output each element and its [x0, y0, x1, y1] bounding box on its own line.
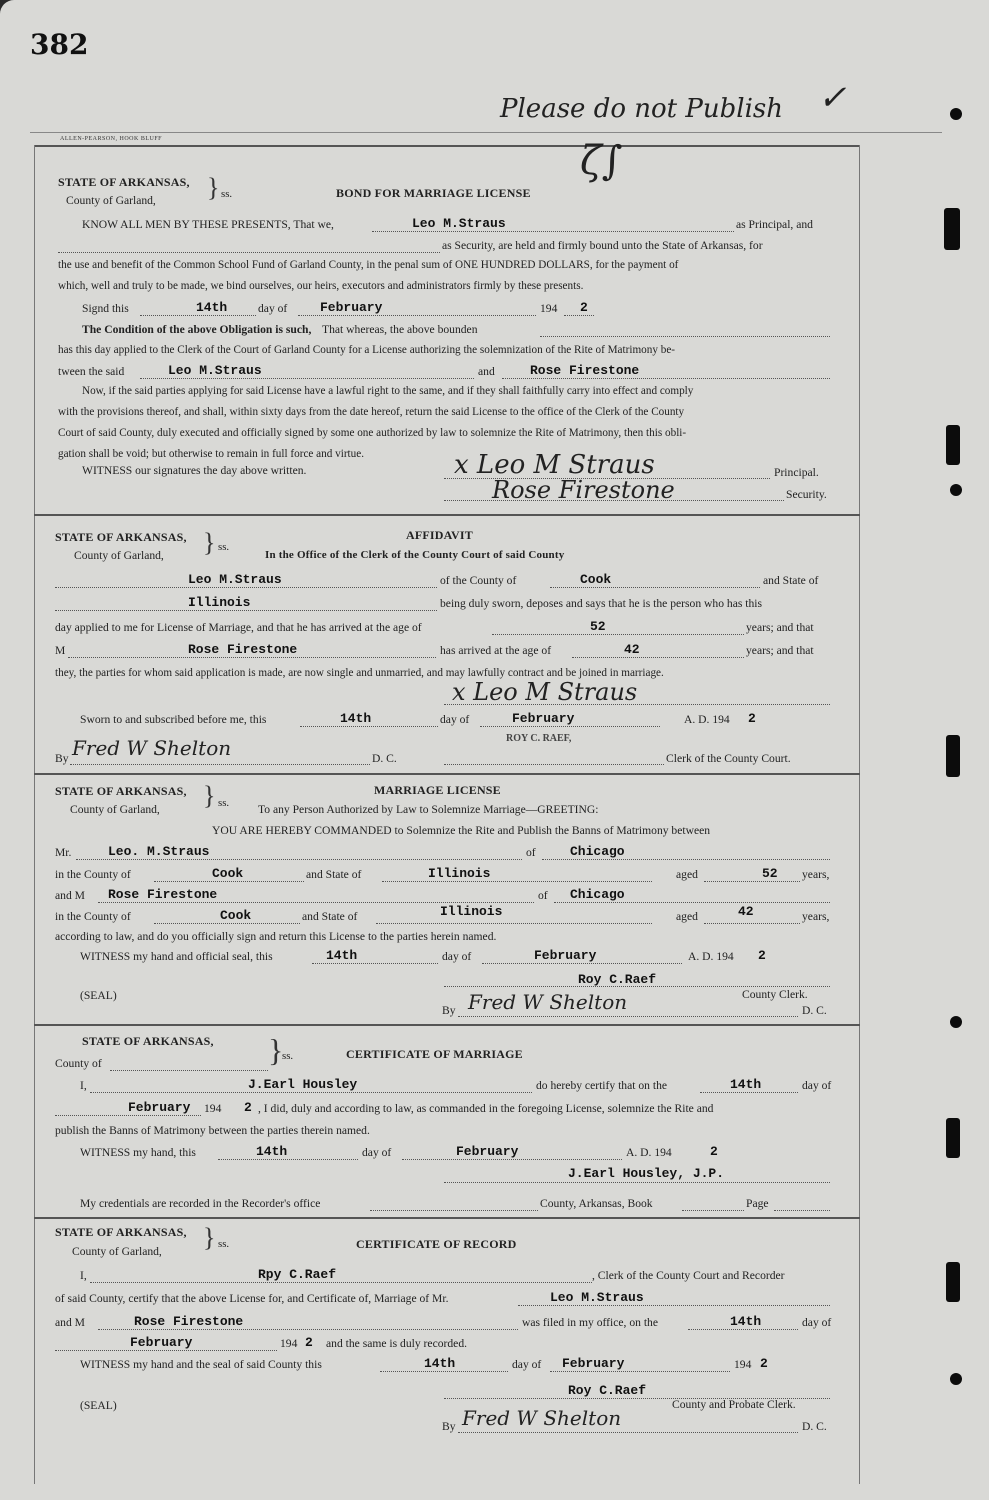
lic-of-2: of [538, 889, 548, 902]
aff-name: Leo M.Straus [188, 572, 282, 587]
rec-clerk-name: Roy C.Raef [568, 1383, 647, 1398]
bond-witness: WITNESS our signatures the day above written. [82, 464, 307, 477]
bond-line4: which, well and truly to be made, we bind ourselves, our heirs, executors and administrators firmly by these presents. [58, 280, 584, 292]
lic-bride-age: 42 [738, 904, 754, 919]
aff-age2: 42 [624, 642, 640, 657]
aff-age1: 52 [590, 619, 606, 634]
rec-ss: ss. [218, 1238, 230, 1250]
lic-bride: Rose Firestone [108, 887, 218, 902]
lic-day-of: day of [442, 950, 472, 963]
binder-hole [946, 735, 960, 777]
lic-county: County of Garland, [70, 803, 160, 816]
lic-ad: A. D. 194 [688, 950, 734, 963]
lic-groom-age: 52 [762, 866, 778, 881]
cert-signature: J.Earl Housley, J.P. [568, 1166, 725, 1181]
cert-year: 2 [244, 1100, 252, 1115]
rec-probate: County and Probate Clerk. [672, 1398, 796, 1411]
lic-county-clerk: County Clerk. [742, 988, 808, 1001]
cert-month: February [128, 1100, 191, 1115]
lic-title: MARRIAGE LICENSE [374, 783, 501, 797]
lic-groom-city: Chicago [570, 844, 625, 859]
rec-clerk-tail: , Clerk of the County Court and Recorder [592, 1269, 785, 1282]
binder-hole [946, 1262, 960, 1302]
binder-hole [946, 425, 960, 465]
binder-dot [950, 1373, 962, 1385]
aff-month: February [512, 711, 575, 726]
lic-aged-2: aged [676, 910, 698, 923]
bond-line2: as Security, are held and firmly bound unto the State of Arkansas, for [442, 239, 763, 252]
rec-and-m: and M [55, 1316, 85, 1329]
bond-line8: Now, if the said parties applying for said License have a lawful right to the same, and if they shall faithfully carry into effect and comply [82, 385, 694, 397]
cert-year-2: 2 [710, 1144, 718, 1159]
rec-county: County of Garland, [72, 1245, 162, 1258]
binder-dot [950, 1016, 962, 1028]
bond-day: 14th [196, 300, 228, 315]
aff-years-that: years; and that [746, 621, 814, 634]
bond-day-of: day of [258, 302, 288, 315]
publish-note: Please do not Publish [500, 94, 783, 124]
bond-state: STATE OF ARKANSAS, [58, 175, 190, 189]
cert-day-2: 14th [256, 1144, 288, 1159]
bond-principal-name: Leo M.Straus [412, 216, 506, 231]
rec-month: February [130, 1335, 193, 1350]
aff-brace: } [203, 528, 216, 557]
cert-line2: , I did, duly and according to law, as commanded in the foregoing License, solemnize the Rite and [258, 1102, 714, 1115]
aff-and-state: and State of [763, 574, 819, 587]
rec-state: STATE OF ARKANSAS, [55, 1225, 187, 1239]
aff-by: By [55, 752, 69, 765]
lic-groom-county: Cook [212, 866, 244, 881]
bond-sig-principal: x Leo M Straus [454, 450, 655, 480]
bond-county: County of Garland, [66, 194, 156, 207]
rec-brace: } [203, 1223, 216, 1252]
lic-by-signature: Fred W Shelton [468, 990, 628, 1014]
rec-seal: (SEAL) [80, 1399, 117, 1412]
aff-of-county: of the County of [440, 574, 517, 587]
cert-credentials: My credentials are recorded in the Recorder's office [80, 1197, 321, 1210]
aff-clerk-label: Clerk of the County Court. [666, 752, 791, 765]
rec-groom: Leo M.Straus [550, 1290, 644, 1305]
page-number: 382 [30, 28, 89, 61]
lic-years-2: years, [802, 910, 830, 923]
lic-and-state: and State of [306, 868, 362, 881]
aff-title: AFFIDAVIT [406, 528, 473, 542]
cert-month-2: February [456, 1144, 519, 1159]
rec-day-2: 14th [424, 1356, 456, 1371]
rec-witness: WITNESS my hand and the seal of said County this [80, 1358, 322, 1371]
cert-i: I, [80, 1079, 87, 1092]
lic-in-county: in the County of [55, 868, 131, 881]
cert-line3: publish the Banns of Matrimony between the parties therein named. [55, 1124, 370, 1137]
aff-clerk-stamp: ROY C. RAEF, [506, 733, 572, 744]
lic-aged: aged [676, 868, 698, 881]
bond-line1b: as Principal, and [736, 218, 813, 231]
bond-title: BOND FOR MARRIAGE LICENSE [336, 186, 531, 200]
bond-scribble: ζ∫ [580, 138, 623, 184]
cert-ad: A. D. 194 [626, 1146, 672, 1159]
bond-line3: the use and benefit of the Common School Fund of Garland County, in the penal sum of ONE HUNDRED DOLLARS, for the payment of [58, 259, 679, 271]
rec-month-2: February [562, 1356, 625, 1371]
aff-ss: ss. [218, 541, 230, 553]
lic-day: 14th [326, 948, 358, 963]
form-right-edge [859, 145, 860, 1484]
aff-day: 14th [340, 711, 372, 726]
cert-page: Page [746, 1197, 769, 1210]
header-rule [30, 132, 942, 133]
bond-line9: with the provisions thereof, and shall, within sixty days from the date hereof, return the said License to the office of the Clerk of the County [58, 406, 685, 418]
rec-line2: of said County, certify that the above License for, and Certificate of, Marriage of Mr. [55, 1292, 449, 1305]
cert-ss: ss. [282, 1050, 294, 1062]
lic-and-state-2: and State of [302, 910, 358, 923]
aff-signature: x Leo M Straus [452, 678, 638, 706]
bond-party1: Leo M.Straus [168, 363, 262, 378]
aff-arrived: has arrived at the age of [440, 644, 552, 657]
cert-witness: WITNESS my hand, this [80, 1146, 196, 1159]
rec-year-2: 2 [760, 1356, 768, 1371]
bond-condition: That whereas, the above bounden [322, 323, 478, 336]
lic-month: February [534, 948, 597, 963]
lic-mr: Mr. [55, 846, 72, 859]
aff-year: 2 [748, 711, 756, 726]
aff-line3: day applied to me for License of Marriage, and that he has arrived at the age of [55, 621, 422, 634]
bond-condition-bold: The Condition of the above Obligation is such, [82, 323, 312, 336]
form-left-edge [34, 145, 35, 1484]
rec-i: I, [80, 1269, 87, 1282]
cert-state: STATE OF ARKANSAS, [82, 1034, 214, 1048]
bond-line6: has this day applied to the Clerk of the Court of Garland County for a License authorizing the solemnization of the Rite of Matrimony be- [58, 344, 676, 356]
cert-day-of-2: day of [362, 1146, 392, 1159]
aff-day-of: day of [440, 713, 470, 726]
cert-title: CERTIFICATE OF MARRIAGE [346, 1047, 523, 1061]
bond-year: 2 [580, 300, 588, 315]
lic-bride-state: Illinois [440, 904, 503, 919]
rec-bride: Rose Firestone [134, 1314, 244, 1329]
rec-day-of: day of [802, 1316, 832, 1329]
rec-by: By [442, 1420, 456, 1433]
aff-state: STATE OF ARKANSAS, [55, 530, 187, 544]
lic-years: years, [802, 868, 830, 881]
lic-witness: WITNESS my hand and official seal, this [80, 950, 273, 963]
form-top-rule [34, 145, 860, 147]
rec-title: CERTIFICATE OF RECORD [356, 1237, 517, 1251]
lic-seal: (SEAL) [80, 989, 117, 1002]
lic-clerk-name: Roy C.Raef [578, 972, 657, 987]
aff-county-val: Cook [580, 572, 612, 587]
cert-year-prefix: 194 [204, 1102, 222, 1115]
rec-by-signature: Fred W Shelton [462, 1406, 622, 1430]
bond-line11: gation shall be void; but otherwise to remain in full force and virtue. [58, 448, 365, 460]
lic-year: 2 [758, 948, 766, 963]
aff-sworn-text: being duly sworn, deposes and says that he is the person who has this [440, 597, 763, 610]
rec-recorded: and the same is duly recorded. [326, 1337, 468, 1350]
aff-bride: Rose Firestone [188, 642, 298, 657]
lic-and-m: and M [55, 889, 85, 902]
aff-by-signature: Fred W Shelton [72, 736, 232, 760]
aff-years-that-2: years; and that [746, 644, 814, 657]
aff-m: M [55, 644, 66, 657]
rec-clerk: Rpy C.Raef [258, 1267, 337, 1282]
lic-ss: ss. [218, 797, 230, 809]
lic-groom: Leo. M.Straus [108, 844, 210, 859]
bond-party2: Rose Firestone [530, 363, 640, 378]
imprint: ALLEN-PEARSON, HOOK BLUFF [60, 136, 163, 142]
bond-brace: } [207, 173, 220, 202]
aff-state-val: Illinois [188, 595, 251, 610]
aff-line5: they, the parties for whom said application is made, are now single and unmarried, and may lawfully contract and be joined in marriage. [55, 667, 664, 679]
lic-brace: } [203, 781, 216, 810]
bond-signed: Signd this [82, 302, 129, 315]
lic-of: of [526, 846, 536, 859]
check-mark: ✓ [818, 78, 847, 118]
bond-line1a: KNOW ALL MEN BY THESE PRESENTS, That we, [82, 218, 334, 231]
cert-day-of: day of [802, 1079, 832, 1092]
aff-county: County of Garland, [74, 549, 164, 562]
cert-brace: } [268, 1032, 284, 1068]
lic-greeting: To any Person Authorized by Law to Solemnize Marriage—GREETING: [258, 803, 599, 816]
rec-year-prefix: 194 [280, 1337, 298, 1350]
cert-certify: do hereby certify that on the [536, 1079, 668, 1092]
lic-according: according to law, and do you officially sign and return this License to the parties herein named. [55, 930, 497, 943]
aff-sworn-before: Sworn to and subscribed before me, this [80, 713, 267, 726]
cert-officiant: J.Earl Housley [248, 1077, 358, 1092]
lic-state: STATE OF ARKANSAS, [55, 784, 187, 798]
lic-bride-county: Cook [220, 908, 252, 923]
rec-filed: was filed in my office, on the [522, 1316, 658, 1329]
cert-county-ark: County, Arkansas, Book [540, 1197, 653, 1210]
bond-line7a: tween the said [58, 365, 125, 378]
binder-dot [950, 108, 962, 120]
bond-line10: Court of said County, duly executed and officially signed by some one authorized by law to solemnize the Rite of Matrimony, then this obli- [58, 427, 687, 439]
lic-bride-city: Chicago [570, 887, 625, 902]
lic-groom-state: Illinois [428, 866, 491, 881]
rec-day-of-2: day of [512, 1358, 542, 1371]
aff-subtitle: In the Office of the Clerk of the County Court of said County [265, 549, 565, 561]
binder-dot [950, 484, 962, 496]
cert-county-of: County of [55, 1057, 102, 1070]
bond-month: February [320, 300, 383, 315]
lic-by: By [442, 1004, 456, 1017]
rec-year-prefix-2: 194 [734, 1358, 752, 1371]
binder-hole [944, 208, 960, 250]
bond-sig-security: Rose Firestone [492, 476, 675, 504]
lic-command: YOU ARE HEREBY COMMANDED to Solemnize the Rite and Publish the Banns of Matrimony between [212, 824, 711, 837]
lic-dc: D. C. [802, 1004, 827, 1017]
rec-year: 2 [305, 1335, 313, 1350]
bond-principal-label: Principal. [774, 466, 819, 479]
bond-and: and [478, 365, 495, 378]
lic-in-county-2: in the County of [55, 910, 131, 923]
aff-dc: D. C. [372, 752, 397, 765]
aff-ad: A. D. 194 [684, 713, 730, 726]
rec-day: 14th [730, 1314, 762, 1329]
bond-year-prefix: 194 [540, 302, 558, 315]
bond-security-label: Security. [786, 488, 827, 501]
bond-ss: ss. [221, 188, 233, 200]
cert-day: 14th [730, 1077, 762, 1092]
binder-hole [946, 1118, 960, 1158]
rec-dc: D. C. [802, 1420, 827, 1433]
